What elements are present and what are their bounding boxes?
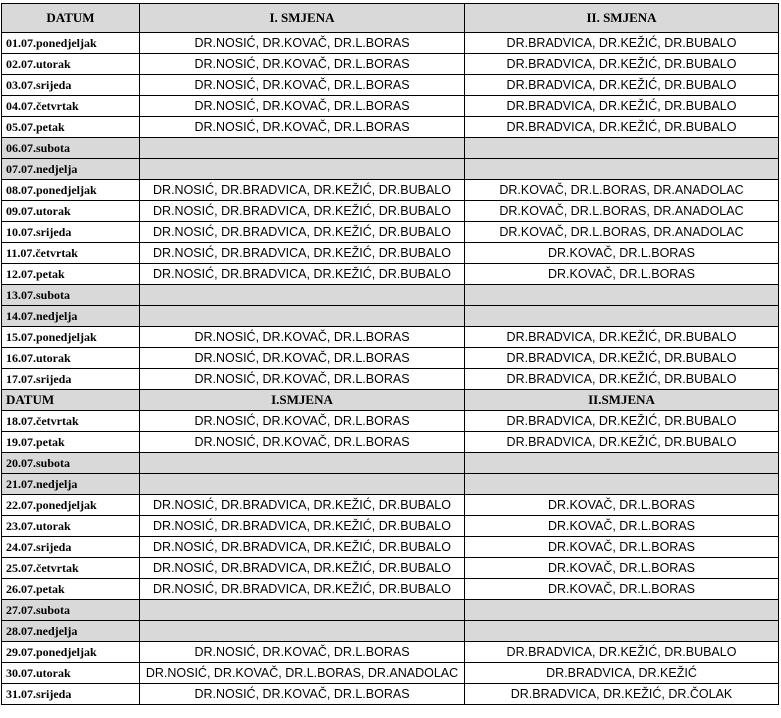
second-shift-cell: DR.BRADVICA, DR.KEŽIĆ — [465, 663, 779, 684]
second-shift-cell — [465, 285, 779, 306]
first-shift-cell: DR.NOSIĆ, DR.KOVAČ, DR.L.BORAS — [140, 117, 465, 138]
second-shift-cell — [465, 474, 779, 495]
first-shift-cell: DR.NOSIĆ, DR.KOVAČ, DR.L.BORAS — [140, 54, 465, 75]
shift-roster-table — [1, 3, 779, 705]
second-shift-cell — [465, 453, 779, 474]
second-shift-cell — [465, 600, 779, 621]
first-shift-cell: DR.NOSIĆ, DR.KOVAČ, DR.L.BORAS — [140, 348, 465, 369]
second-shift-cell: DR.KOVAČ, DR.L.BORAS — [465, 579, 779, 600]
date-cell: 23.07.utorak — [2, 516, 140, 537]
second-shift-cell: DR.BRADVICA, DR.KEŽIĆ, DR.BUBALO — [465, 348, 779, 369]
first-shift-cell — [140, 306, 465, 327]
table-row — [2, 348, 779, 369]
second-shift-cell: DR.BRADVICA, DR.KEŽIĆ, DR.BUBALO — [465, 369, 779, 390]
first-shift-cell — [140, 159, 465, 180]
second-shift-cell: DR.BRADVICA, DR.KEŽIĆ, DR.BUBALO — [465, 75, 779, 96]
table-row — [2, 264, 779, 285]
first-shift-cell — [140, 474, 465, 495]
second-shift-cell: DR.BRADVICA, DR.KEŽIĆ, DR.BUBALO — [465, 327, 779, 348]
date-cell: 28.07.nedjelja — [2, 621, 140, 642]
second-shift-cell: DR.KOVAČ, DR.L.BORAS — [465, 516, 779, 537]
table-row — [2, 537, 779, 558]
second-shift-cell: DR.KOVAČ, DR.L.BORAS — [465, 264, 779, 285]
first-shift-cell — [140, 138, 465, 159]
first-shift-cell: DR.NOSIĆ, DR.BRADVICA, DR.KEŽIĆ, DR.BUBALO — [140, 243, 465, 264]
second-shift-cell — [465, 159, 779, 180]
table-row — [2, 54, 779, 75]
date-cell: 17.07.srijeda — [2, 369, 140, 390]
table-row — [2, 432, 779, 453]
second-shift-cell — [465, 621, 779, 642]
date-cell: 08.07.ponedjeljak — [2, 180, 140, 201]
date-cell: 01.07.ponedjeljak — [2, 33, 140, 54]
first-shift-cell: DR.NOSIĆ, DR.BRADVICA, DR.KEŽIĆ, DR.BUBALO — [140, 558, 465, 579]
date-cell: 06.07.subota — [2, 138, 140, 159]
second-shift-cell: DR.BRADVICA, DR.KEŽIĆ, DR.BUBALO — [465, 642, 779, 663]
table-row — [2, 516, 779, 537]
second-shift-cell: DR.KOVAČ, DR.L.BORAS — [465, 558, 779, 579]
first-shift-cell: DR.NOSIĆ, DR.KOVAČ, DR.L.BORAS — [140, 96, 465, 117]
date-cell: 21.07.nedjelja — [2, 474, 140, 495]
second-shift-cell — [465, 306, 779, 327]
date-cell: 26.07.petak — [2, 579, 140, 600]
date-cell: 12.07.petak — [2, 264, 140, 285]
date-cell: 13.07.subota — [2, 285, 140, 306]
table-row — [2, 621, 779, 642]
date-cell: 25.07.četvrtak — [2, 558, 140, 579]
date-cell: 31.07.srijeda — [2, 684, 140, 705]
date-cell: 03.07.srijeda — [2, 75, 140, 96]
first-shift-cell: DR.NOSIĆ, DR.BRADVICA, DR.KEŽIĆ, DR.BUBALO — [140, 264, 465, 285]
table-row — [2, 411, 779, 432]
table-row — [2, 663, 779, 684]
first-shift-cell: DR.NOSIĆ, DR.BRADVICA, DR.KEŽIĆ, DR.BUBALO — [140, 579, 465, 600]
second-shift-cell: DR.BRADVICA, DR.KEŽIĆ, DR.BUBALO — [465, 432, 779, 453]
table-row — [2, 369, 779, 390]
second-shift-cell: DR.KOVAČ, DR.L.BORAS — [465, 243, 779, 264]
first-shift-cell: DR.NOSIĆ, DR.KOVAČ, DR.L.BORAS — [140, 369, 465, 390]
table-row — [2, 579, 779, 600]
first-shift-cell: DR.NOSIĆ, DR.KOVAČ, DR.L.BORAS — [140, 642, 465, 663]
second-shift-cell: DR.KOVAČ, DR.L.BORAS, DR.ANADOLAC — [465, 201, 779, 222]
table-subheader-row — [2, 390, 779, 411]
date-cell: 30.07.utorak — [2, 663, 140, 684]
table-row — [2, 453, 779, 474]
second-shift-column-header: II.SMJENA — [465, 390, 779, 411]
first-shift-cell: DR.NOSIĆ, DR.BRADVICA, DR.KEŽIĆ, DR.BUBALO — [140, 180, 465, 201]
first-shift-cell — [140, 453, 465, 474]
date-cell: 07.07.nedjelja — [2, 159, 140, 180]
table-row — [2, 222, 779, 243]
first-shift-cell: DR.NOSIĆ, DR.BRADVICA, DR.KEŽIĆ, DR.BUBALO — [140, 222, 465, 243]
second-shift-cell: DR.BRADVICA, DR.KEŽIĆ, DR.BUBALO — [465, 96, 779, 117]
first-shift-cell: DR.NOSIĆ, DR.BRADVICA, DR.KEŽIĆ, DR.BUBALO — [140, 537, 465, 558]
second-shift-cell — [465, 138, 779, 159]
second-shift-cell: DR.BRADVICA, DR.KEŽIĆ, DR.BUBALO — [465, 33, 779, 54]
first-shift-cell: DR.NOSIĆ, DR.KOVAČ, DR.L.BORAS — [140, 327, 465, 348]
date-column-header: DATUM — [2, 4, 140, 33]
table-row — [2, 159, 779, 180]
first-shift-cell: DR.NOSIĆ, DR.KOVAČ, DR.L.BORAS — [140, 75, 465, 96]
second-shift-cell: DR.BRADVICA, DR.KEŽIĆ, DR.ČOLAK — [465, 684, 779, 705]
table-row — [2, 117, 779, 138]
table-row — [2, 327, 779, 348]
table-row — [2, 642, 779, 663]
second-shift-cell: DR.KOVAČ, DR.L.BORAS — [465, 537, 779, 558]
second-shift-cell: DR.BRADVICA, DR.KEŽIĆ, DR.BUBALO — [465, 411, 779, 432]
table-row — [2, 474, 779, 495]
table-row — [2, 600, 779, 621]
table-row — [2, 285, 779, 306]
first-shift-cell — [140, 285, 465, 306]
date-cell: 29.07.ponedjeljak — [2, 642, 140, 663]
table-row — [2, 96, 779, 117]
first-shift-cell: DR.NOSIĆ, DR.KOVAČ, DR.L.BORAS — [140, 684, 465, 705]
table-row — [2, 75, 779, 96]
table-row — [2, 201, 779, 222]
first-shift-cell: DR.NOSIĆ, DR.BRADVICA, DR.KEŽIĆ, DR.BUBALO — [140, 495, 465, 516]
table-row — [2, 558, 779, 579]
second-shift-column-header: II. SMJENA — [465, 4, 779, 33]
date-cell: 15.07.ponedjeljak — [2, 327, 140, 348]
table-header-row — [2, 4, 779, 33]
date-cell: 02.07.utorak — [2, 54, 140, 75]
date-cell: 19.07.petak — [2, 432, 140, 453]
second-shift-cell: DR.KOVAČ, DR.L.BORAS, DR.ANADOLAC — [465, 222, 779, 243]
date-cell: 05.07.petak — [2, 117, 140, 138]
first-shift-cell — [140, 621, 465, 642]
date-cell: 20.07.subota — [2, 453, 140, 474]
second-shift-cell: DR.KOVAČ, DR.L.BORAS — [465, 495, 779, 516]
date-cell: 16.07.utorak — [2, 348, 140, 369]
table-row — [2, 243, 779, 264]
first-shift-column-header: I. SMJENA — [140, 4, 465, 33]
table-row — [2, 33, 779, 54]
date-column-header: DATUM — [2, 390, 140, 411]
first-shift-cell: DR.NOSIĆ, DR.BRADVICA, DR.KEŽIĆ, DR.BUBALO — [140, 516, 465, 537]
table-row — [2, 495, 779, 516]
date-cell: 24.07.srijeda — [2, 537, 140, 558]
date-cell: 14.07.nedjelja — [2, 306, 140, 327]
second-shift-cell: DR.KOVAČ, DR.L.BORAS, DR.ANADOLAC — [465, 180, 779, 201]
first-shift-cell: DR.NOSIĆ, DR.KOVAČ, DR.L.BORAS, DR.ANADOLAC — [140, 663, 465, 684]
date-cell: 10.07.srijeda — [2, 222, 140, 243]
date-cell: 09.07.utorak — [2, 201, 140, 222]
first-shift-cell: DR.NOSIĆ, DR.KOVAČ, DR.L.BORAS — [140, 33, 465, 54]
table-row — [2, 138, 779, 159]
date-cell: 22.07.ponedjeljak — [2, 495, 140, 516]
date-cell: 11.07.četvrtak — [2, 243, 140, 264]
first-shift-cell: DR.NOSIĆ, DR.KOVAČ, DR.L.BORAS — [140, 411, 465, 432]
date-cell: 18.07.četvrtak — [2, 411, 140, 432]
second-shift-cell: DR.BRADVICA, DR.KEŽIĆ, DR.BUBALO — [465, 54, 779, 75]
first-shift-cell: DR.NOSIĆ, DR.KOVAČ, DR.L.BORAS — [140, 432, 465, 453]
first-shift-cell — [140, 600, 465, 621]
table-row — [2, 180, 779, 201]
date-cell: 27.07.subota — [2, 600, 140, 621]
table-row — [2, 306, 779, 327]
second-shift-cell: DR.BRADVICA, DR.KEŽIĆ, DR.BUBALO — [465, 117, 779, 138]
first-shift-column-header: I.SMJENA — [140, 390, 465, 411]
table-row — [2, 684, 779, 705]
first-shift-cell: DR.NOSIĆ, DR.BRADVICA, DR.KEŽIĆ, DR.BUBALO — [140, 201, 465, 222]
date-cell: 04.07.četvrtak — [2, 96, 140, 117]
roster-body — [2, 4, 779, 705]
